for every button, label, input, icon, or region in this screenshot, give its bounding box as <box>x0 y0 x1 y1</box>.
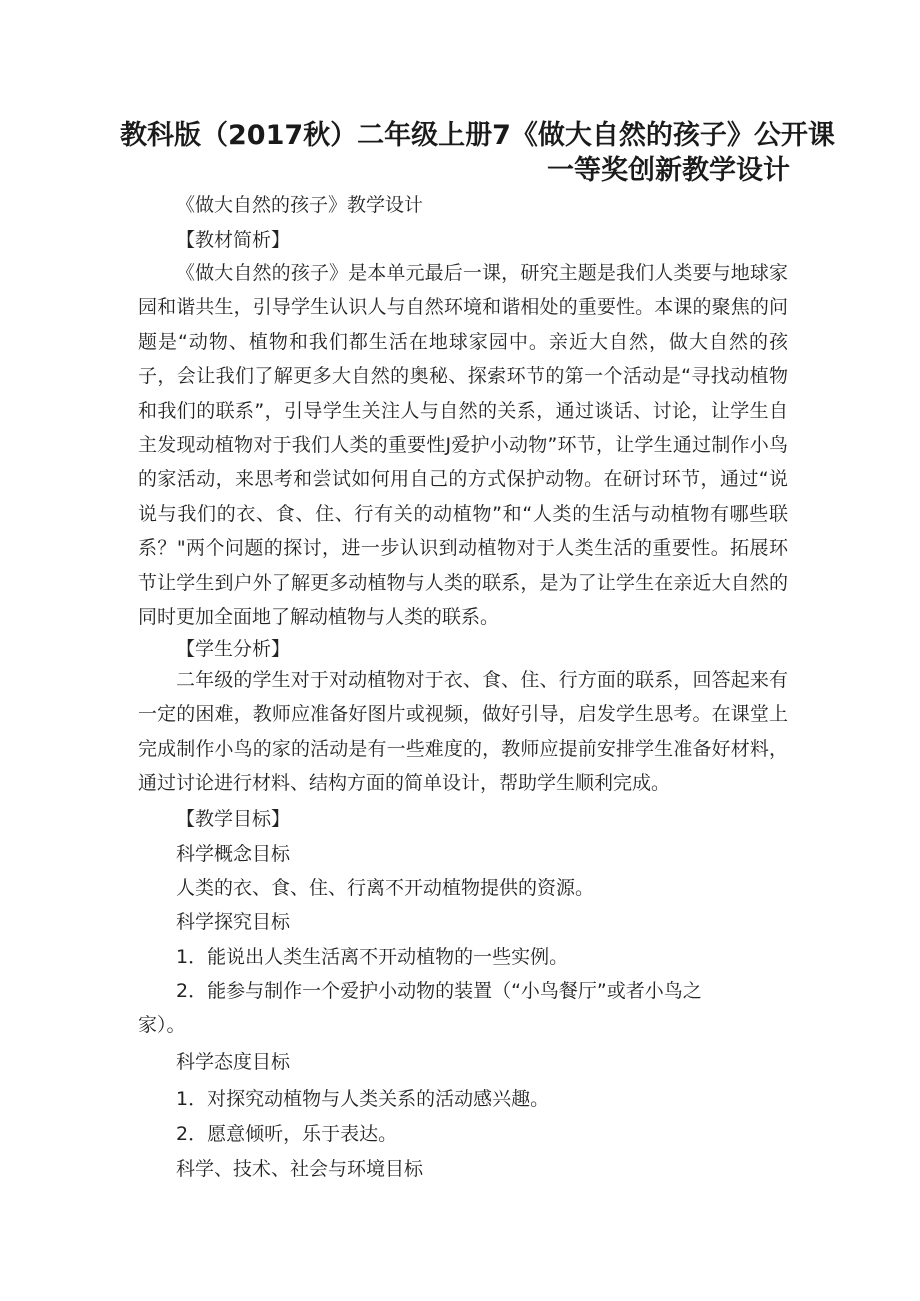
document-title-line1: 教科版（2017秋）二年级上册7《做大自然的孩子》公开课 <box>120 120 835 151</box>
goal-attitude-heading: 科学态度目标 <box>176 1051 291 1073</box>
goal-concept-text: 人类的衣、食、住、行离不开动植物提供的资源。 <box>176 877 595 899</box>
section-heading-material: 【教材简析】 <box>176 229 291 251</box>
document-title-line2: 一等奖创新教学设计 <box>547 155 790 186</box>
section-heading-goals: 【教学目标】 <box>176 808 291 830</box>
goal-attitude-item-2: 2．愿意倾听，乐于表达。 <box>176 1123 398 1145</box>
document-subtitle: 《做大自然的孩子》教学设计 <box>176 194 424 216</box>
paragraph-student-analysis: 二年级的学生对于对动植物对于衣、食、住、行方面的联系，回答起来有一定的困难，教师应准备好图片或视频，做好引导，启发学生思考。在课堂上完成制作小鸟的家的活动是有一些难度的，教师应提前安排学生准备好材料，通过讨论进行材料、结构方面的简单设计，帮助学生顺利完成。 <box>138 669 788 795</box>
goal-attitude-item-1: 1．对探究动植物与人类关系的活动感兴趣。 <box>176 1088 550 1110</box>
goal-inquiry-item-2: 2．能参与制作一个爱护小动物的装置（“小鸟餐厅”或者小鸟之 <box>176 980 702 1002</box>
goal-inquiry-item-1: 1．能说出人类生活离不开动植物的一些实例。 <box>176 946 569 968</box>
goal-stse-heading: 科学、技术、社会与环境目标 <box>176 1158 424 1180</box>
goal-inquiry-heading: 科学探究目标 <box>176 911 291 933</box>
paragraph-material-analysis: 《做大自然的孩子》是本单元最后一课，研究主题是我们人类要与地球家园和谐共生，引导学生认识人与自然环境和谐相处的重要性。本课的聚焦的问题是“动物、植物和我们都生活在地球家园中。亲近大自然，做大自然的孩子，会让我们了解更多大自然的奥秘、探索环节的第一个活动是“寻找动植物和我们的联系”，引导学生关注人与自然的关系，通过谈话、讨论，让学生自主发现动植物对于我们人类的重要性J爱护小动物”环节，让学生通过制作小鸟的家活动，来思考和尝试如何用自己的方式保护动物。在研讨环节，通过“说说与我们的衣、食、住、行有关的动植物”和“人类的生活与动植物有哪些联系？"两个问题的探讨，进一步认识到动植物对于人类生活的重要性。拓展环节让学生到户外了解更多动植物与人类的联系，是为了让学生在亲近大自然的同时更加全面地了解动植物与人类的联系。 <box>138 262 788 629</box>
goal-concept-heading: 科学概念目标 <box>176 843 291 865</box>
section-heading-student: 【学生分析】 <box>176 638 291 660</box>
goal-inquiry-item-2-continued: 家）。 <box>138 1014 186 1036</box>
